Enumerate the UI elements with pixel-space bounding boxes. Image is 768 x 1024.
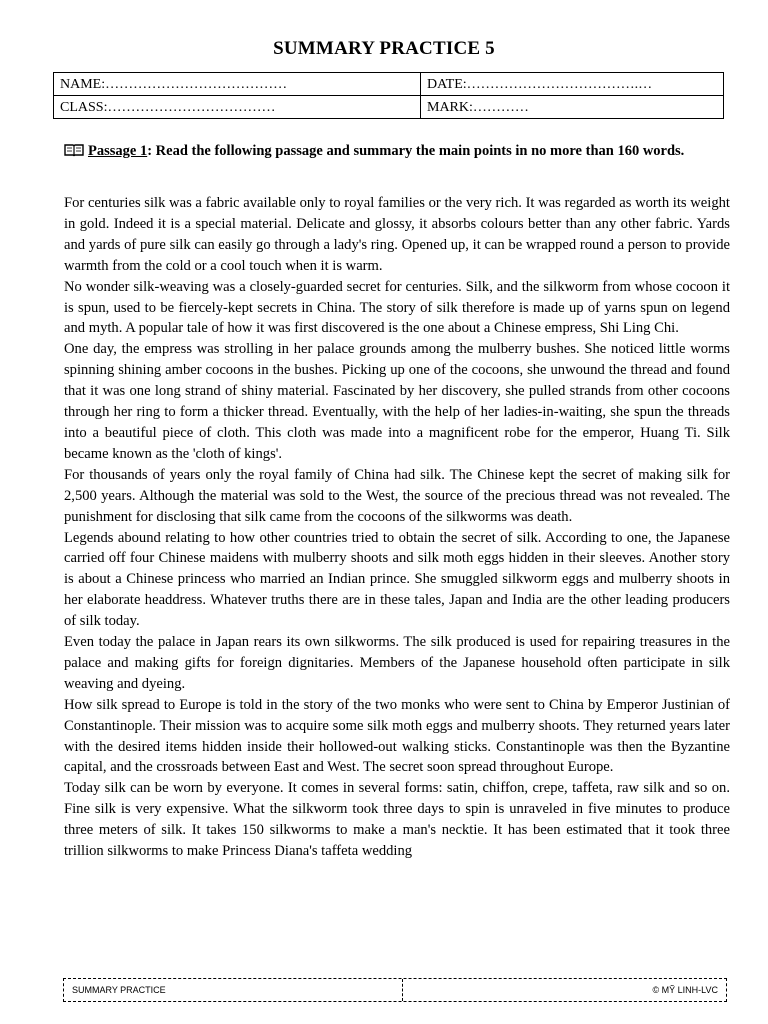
- book-icon: [64, 139, 84, 153]
- footer-divider: [402, 979, 403, 1001]
- student-info-table: [53, 72, 724, 119]
- paragraph: Even today the palace in Japan rears its own silkworms. The silk produced is used for repairing treasures in the palace and making gifts for foreign dignitaries. Members of the Japanese household often participate in silk weaving and dyeing.: [64, 634, 730, 692]
- paragraph: Today silk can be worn by everyone. It comes in several forms: satin, chiffon, crepe, taffeta, raw silk and so on. Fine silk is very expensive. What the silkworm took three days to spin is unraveled in five minutes to produce three meters of silk. It takes 150 silkworms to make a man's necktie. It has been estimated that it took three trillion silkworms to make Princess Diana's taffeta wedding: [64, 780, 730, 860]
- paragraph: One day, the empress was strolling in her palace grounds among the mulberry bushes. She noticed little worms spinning shining amber cocoons in the bushes. Picking up one of the cocoons, she unwound the thread and found that it was one long strand of shiny material. Fascinated by her discovery, she pulled strands from other cocoons through her ring to form a thicker thread. Eventually, with the help of her ladies-in-waiting, she spun the threads into a beautiful piece of cloth. This cloth was made into a magnificent robe for the emperor, Huang Ti. Silk became known as the 'cloth of kings'.: [64, 341, 730, 462]
- footer-left: SUMMARY PRACTICE: [72, 985, 166, 995]
- paragraph: For thousands of years only the royal family of China had silk. The Chinese kept the secret of making silk for 2,500 years. Although the material was sold to the West, the source of the precious thread was not revealed. The punishment for disclosing that silk came from the cocoons of the silkworms was death.: [64, 466, 730, 525]
- mark-field: MARK:…………: [421, 96, 724, 119]
- passage-body: [64, 193, 730, 862]
- footer-right: © MỸ LINH-LVC: [652, 985, 718, 995]
- instruction-text: : Read the following passage and summary the main points in no more than 160 words.: [147, 143, 685, 159]
- paragraph: How silk spread to Europe is told in the story of the two monks who were sent to China by Emperor Justinian of Constantinople. Their mission was to acquire some silk moth eggs and mulberry shoots. They returned years later with the desired items hidden inside their hollowed-out walking sticks. Constantinople was then the Byzantine capital, and the crossroads between East and West. The secret soon spread throughout Europe.: [64, 696, 730, 776]
- date-field: DATE:……………………………….…: [421, 73, 724, 96]
- paragraph: Legends abound relating to how other countries tried to obtain the secret of silk. According to one, the Japanese carried off four Chinese maidens with mulberry shoots and silk moth eggs hidden in their sleeves. Another story is about a Chinese princess who married an Indian prince. She smuggled silkworm eggs and mulberry shoots in her elaborate headdress. Whatever truths there are in these tales, Japan and India are the other leading producers of silk today.: [64, 529, 730, 630]
- passage-label: Passage 1: [88, 143, 148, 159]
- class-field: CLASS:………………………………: [54, 96, 421, 119]
- paragraph: No wonder silk-weaving was a closely-guarded secret for centuries. Silk, and the silkworm from whose cocoon it is spun, used to be fiercely-kept secrets in China. The story of silk therefore is made up of yarns spun on legend and myth. A popular tale of how it was first discovered is the one about a Chinese empress, Shi Ling Chi.: [64, 278, 730, 337]
- page-footer: [63, 978, 727, 1002]
- name-field: NAME:…………………………………: [54, 73, 421, 96]
- page-title: SUMMARY PRACTICE 5: [273, 38, 495, 59]
- paragraph: For centuries silk was a fabric available only to royal families or the very rich. It was regarded as worth its weight in gold. Indeed it is a special material. Delicate and glossy, it absorbs colours better than any other fabric. Yards and yards of pure silk can easily go through a lady's ring. Opened up, it can be wrapped round a person to provide warmth from the cold or a cool touch when it is warm.: [64, 195, 730, 274]
- instruction: [64, 137, 730, 165]
